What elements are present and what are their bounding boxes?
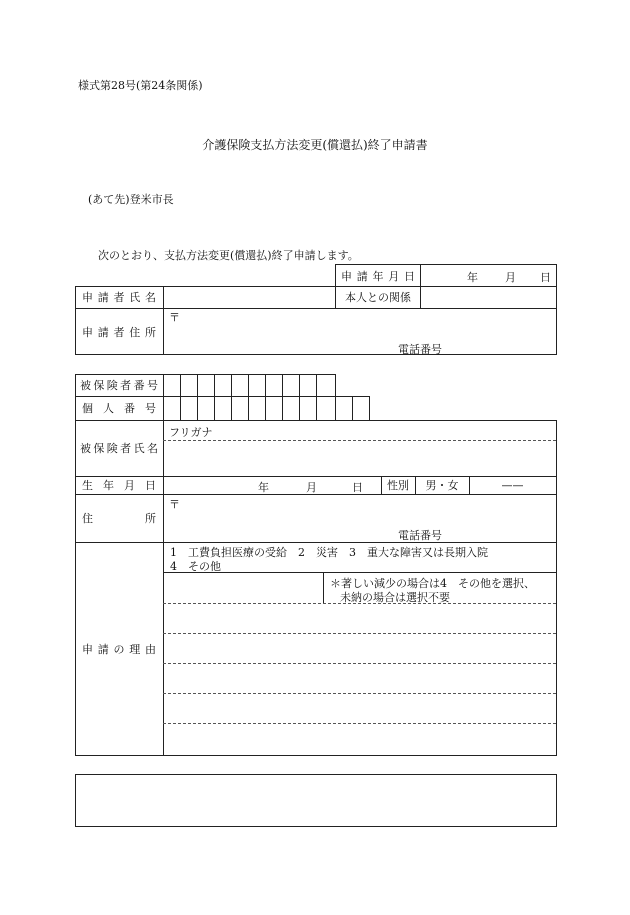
sex-label: 性別 bbox=[387, 479, 409, 492]
addressee: (あて先)登米市長 bbox=[88, 193, 174, 206]
reason-label: 申 請 の 理 由 bbox=[82, 642, 156, 656]
birth-day-label: 日 bbox=[352, 481, 363, 494]
reason-text-input[interactable] bbox=[165, 574, 555, 754]
application-day-label: 日 bbox=[540, 271, 551, 284]
application-date-input[interactable] bbox=[422, 266, 555, 285]
insured-address-label: 住 所 bbox=[82, 512, 156, 525]
furigana-input[interactable] bbox=[215, 422, 555, 439]
applicant-address-label: 申 請 者 住 所 bbox=[82, 325, 156, 339]
insured-number-label: 被 保 険 者 番 号 bbox=[80, 379, 158, 392]
personal-number-input[interactable] bbox=[164, 397, 369, 420]
insured-name-label: 被 保 険 者 氏 名 bbox=[80, 442, 158, 455]
birth-year-label: 年 bbox=[258, 481, 269, 494]
applicant-name-label: 申 請 者 氏 名 bbox=[82, 291, 156, 304]
relation-input[interactable] bbox=[422, 288, 555, 306]
notes-box[interactable] bbox=[75, 774, 557, 827]
personal-number-label: 個 人 番 号 bbox=[82, 402, 156, 415]
intro-text: 次のとおり、支払方法変更(償還払)終了申請します。 bbox=[98, 249, 359, 262]
relation-label: 本人との関係 bbox=[345, 291, 411, 304]
birth-date-input[interactable] bbox=[165, 477, 379, 493]
insured-phone-label: 電話番号 bbox=[398, 529, 442, 542]
applicant-postal-mark: 〒 bbox=[169, 311, 180, 324]
age-dash: —— bbox=[501, 478, 524, 492]
reason-note-line2: 未納の場合は選択不要 bbox=[340, 591, 450, 604]
form-title: 介護保険支払方法変更(償還払)終了申請書 bbox=[202, 138, 428, 152]
sex-options[interactable]: 男・女 bbox=[425, 479, 459, 492]
insured-name-input[interactable] bbox=[165, 442, 555, 475]
applicant-address-input[interactable] bbox=[180, 310, 555, 338]
application-year-label: 年 bbox=[467, 271, 478, 284]
application-date-label: 申 請 年 月 日 bbox=[341, 269, 415, 283]
reason-options-line2: 4 その他 bbox=[170, 560, 221, 573]
birth-date-label: 生 年 月 日 bbox=[82, 479, 156, 492]
reason-options-line1: 1 工費負担医療の受給 2 災害 3 重大な障害又は長期入院 bbox=[170, 546, 488, 559]
furigana-label: フリガナ bbox=[169, 426, 213, 439]
insured-number-input[interactable] bbox=[164, 375, 335, 396]
applicant-phone-label: 電話番号 bbox=[398, 343, 442, 356]
insured-postal-mark: 〒 bbox=[169, 498, 180, 511]
applicant-name-input[interactable] bbox=[165, 288, 333, 306]
reason-note-line1: ＊著しい減少の場合は4 その他を選択、 bbox=[330, 577, 535, 590]
form-number: 様式第28号(第24条関係) bbox=[78, 79, 203, 92]
application-month-label: 月 bbox=[505, 271, 516, 284]
birth-month-label: 月 bbox=[306, 481, 317, 494]
insured-address-input[interactable] bbox=[180, 497, 555, 524]
